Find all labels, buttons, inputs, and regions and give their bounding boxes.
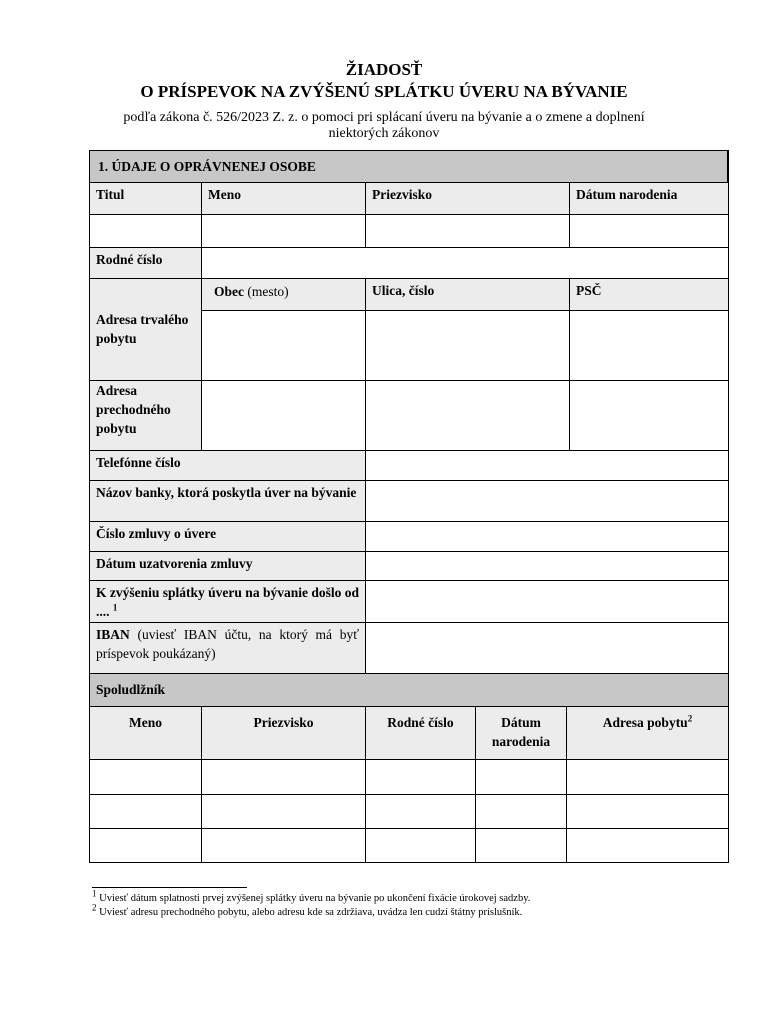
field-cislo-zmluvy[interactable] xyxy=(366,522,728,552)
spol-row3-meno[interactable] xyxy=(90,829,202,862)
field-rodne-cislo[interactable] xyxy=(202,248,728,279)
spol-row2-meno[interactable] xyxy=(90,795,202,829)
legal-basis: podľa zákona č. 526/2023 Z. z. o pomoci pri splácaní úveru na bývanie a o zmene a doplnení niektorých zákonov xyxy=(123,110,645,141)
spol-row1-adresa[interactable] xyxy=(567,760,728,795)
label-datum-uzatvorenia: Dátum uzatvorenia zmluvy xyxy=(90,552,366,581)
footnote-separator xyxy=(92,887,247,888)
application-form xyxy=(89,150,729,863)
label-obec-rest: (mesto) xyxy=(244,284,289,299)
document-subtitle: O PRÍSPEVOK NA ZVÝŠENÚ SPLÁTKU ÚVERU NA BÝVANIE xyxy=(140,82,628,101)
label-zvysenie-splatky xyxy=(90,581,366,623)
label-zvysenie-text: K zvýšeniu splátky úveru na bývanie došlo od .... xyxy=(96,585,359,619)
label-nazov-banky: Názov banky, ktorá poskytla úver na bývanie xyxy=(90,481,366,522)
label-spol-rodne-cislo: Rodné číslo xyxy=(366,707,476,760)
document-header xyxy=(0,60,768,142)
label-obec-bold: Obec xyxy=(214,284,244,299)
field-prechodny-obec[interactable] xyxy=(202,381,366,451)
footnote-ref-1: 1 xyxy=(112,602,118,613)
spol-row3-rodne-cislo[interactable] xyxy=(366,829,476,862)
label-adresa-prechodneho-pobytu: Adresa prechodného pobytu xyxy=(90,381,202,451)
field-prechodny-ulica[interactable] xyxy=(366,381,570,451)
footnote-1-num: 1 xyxy=(92,888,97,899)
label-datum-narodenia: Dátum narodenia xyxy=(570,183,728,215)
spoludlznik-heading: Spoludlžník xyxy=(90,674,728,707)
field-trvaly-ulica[interactable] xyxy=(366,311,570,381)
field-trvaly-psc[interactable] xyxy=(570,311,728,381)
label-priezvisko: Priezvisko xyxy=(366,183,570,215)
field-titul[interactable] xyxy=(90,215,202,248)
label-spol-datum-narodenia: Dátum narodenia xyxy=(476,707,567,760)
label-iban xyxy=(90,623,366,674)
label-telefonne-cislo: Telefónne číslo xyxy=(90,451,366,481)
footnote-2-num: 2 xyxy=(92,902,97,913)
spol-row2-adresa[interactable] xyxy=(567,795,728,829)
spol-row1-datum[interactable] xyxy=(476,760,567,795)
field-datum-narodenia[interactable] xyxy=(570,215,728,248)
spol-row3-priezvisko[interactable] xyxy=(202,829,366,862)
label-rodne-cislo: Rodné číslo xyxy=(90,248,202,279)
field-meno[interactable] xyxy=(202,215,366,248)
field-iban[interactable] xyxy=(366,623,728,674)
spol-row2-rodne-cislo[interactable] xyxy=(366,795,476,829)
spol-row3-datum[interactable] xyxy=(476,829,567,862)
label-meno: Meno xyxy=(202,183,366,215)
footnotes xyxy=(92,888,732,920)
field-nazov-banky[interactable] xyxy=(366,481,728,522)
spol-row1-priezvisko[interactable] xyxy=(202,760,366,795)
label-adresa-trvaleho-pobytu: Adresa trvalého pobytu xyxy=(90,279,202,381)
footnote-2-text: Uviesť adresu prechodného pobytu, alebo adresu kde sa zdržiava, uvádza len cudzí štátny príslušník. xyxy=(96,907,523,918)
field-telefonne-cislo[interactable] xyxy=(366,451,728,481)
footnote-ref-2: 2 xyxy=(687,713,693,724)
footnote-1 xyxy=(92,888,732,906)
label-cislo-zmluvy: Číslo zmluvy o úvere xyxy=(90,522,366,552)
spol-row3-adresa[interactable] xyxy=(567,829,728,862)
label-psc: PSČ xyxy=(570,279,728,311)
label-spol-adresa-text: Adresa pobytu xyxy=(602,715,688,730)
footnote-2 xyxy=(92,902,732,920)
label-iban-bold: IBAN xyxy=(96,627,130,642)
section1-heading: 1. ÚDAJE O OPRÁVNENEJ OSOBE xyxy=(90,151,728,183)
label-spol-adresa-pobytu xyxy=(567,707,728,760)
spol-row1-meno[interactable] xyxy=(90,760,202,795)
footnote-1-text: Uviesť dátum splatnosti prvej zvýšenej splátky úveru na bývanie po ukončení fixácie úrokovej sadzby. xyxy=(96,893,531,904)
spol-row2-priezvisko[interactable] xyxy=(202,795,366,829)
spol-row1-rodne-cislo[interactable] xyxy=(366,760,476,795)
label-ulica-cislo: Ulica, číslo xyxy=(366,279,570,311)
field-priezvisko[interactable] xyxy=(366,215,570,248)
field-zvysenie-splatky[interactable] xyxy=(366,581,728,623)
document-title: ŽIADOSŤ xyxy=(345,60,423,79)
label-titul: Titul xyxy=(90,183,202,215)
label-iban-rest: (uviesť IBAN účtu, na ktorý má byť príspevok poukázaný) xyxy=(96,627,359,661)
label-spol-priezvisko: Priezvisko xyxy=(202,707,366,760)
field-trvaly-obec[interactable] xyxy=(202,311,366,381)
field-datum-uzatvorenia[interactable] xyxy=(366,552,728,581)
label-spol-meno: Meno xyxy=(90,707,202,760)
spol-row2-datum[interactable] xyxy=(476,795,567,829)
label-obec xyxy=(202,279,366,311)
field-prechodny-psc[interactable] xyxy=(570,381,728,451)
